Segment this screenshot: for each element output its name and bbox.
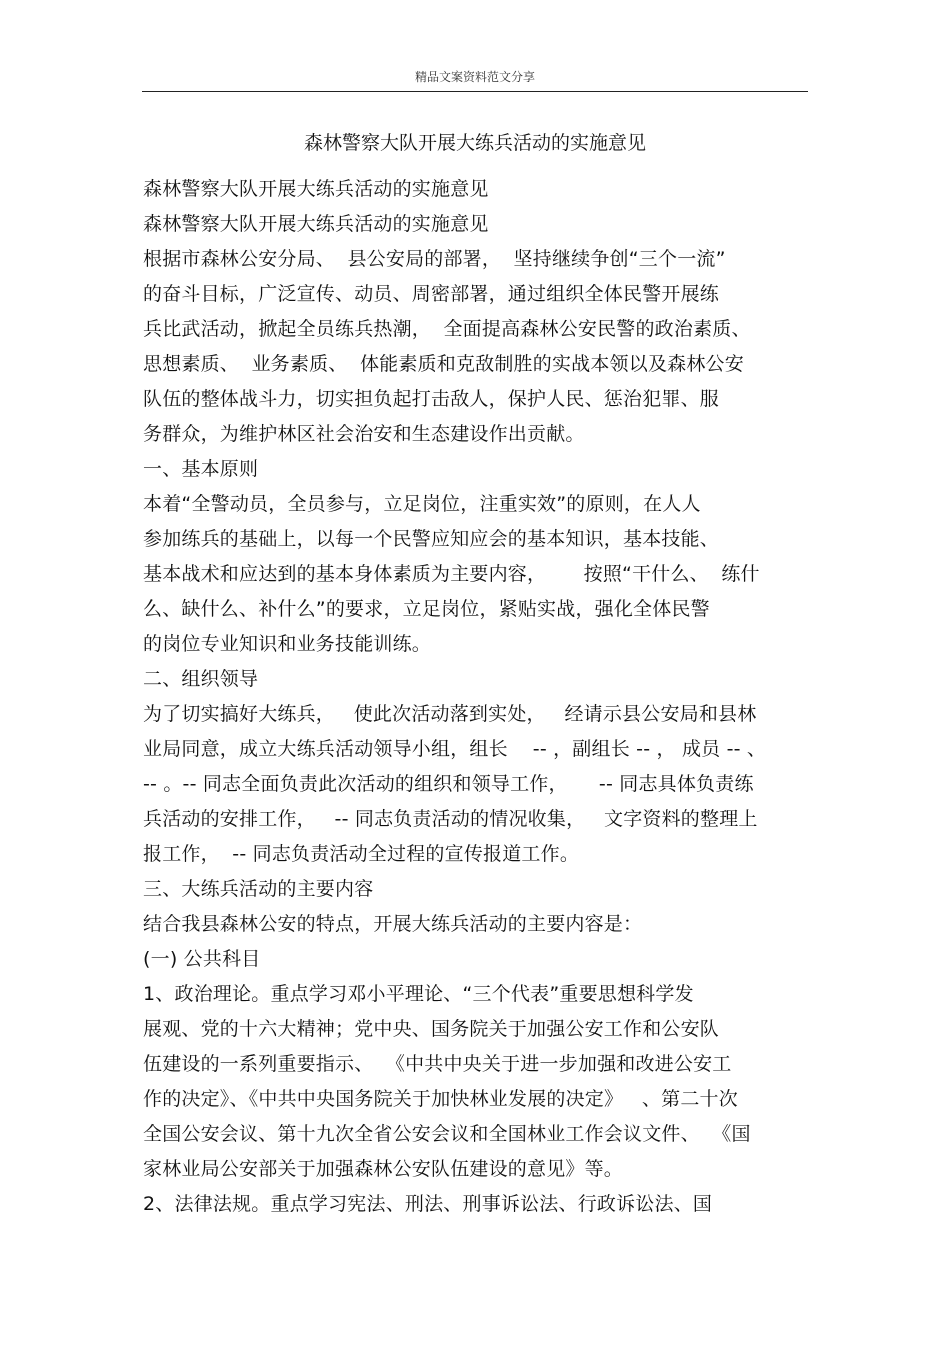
text-line: 伍建设的一系列重要指示、 《中共中央关于进一步加强和改进公安工 <box>143 1053 732 1075</box>
page-header: 精品文案资料范文分享 <box>414 70 535 84</box>
section-heading: 三、大练兵活动的主要内容 <box>143 878 374 900</box>
text-line: 思想素质、 业务素质、 体能素质和克敌制胜的实战本领以及森林公安 <box>143 353 744 375</box>
text-line: 的岗位专业知识和业务技能训练。 <box>143 633 432 655</box>
header-divider <box>142 91 808 92</box>
subsection-heading: (一) 公共科目 <box>143 948 261 970</box>
text-line: 参加练兵的基础上，以每一个民警应知应会的基本知识，基本技能、 <box>143 528 720 550</box>
text-line: 展观、党的十六大精神；党中央、国务院关于加强公安工作和公安队 <box>143 1018 720 1040</box>
text-line: 为了切实搞好大练兵， 使此次活动落到实处， 经请示县公安局和县林 <box>143 703 757 725</box>
document-body <box>143 172 813 1222</box>
text-line: 家林业局公安部关于加强森林公安队伍建设的意见》等。 <box>143 1158 624 1180</box>
text-line: 2、法律法规。重点学习宪法、刑法、刑事诉讼法、行政诉讼法、国 <box>143 1193 713 1215</box>
text-line: 兵活动的安排工作， -- 同志负责活动的情况收集， 文字资料的整理上 <box>143 808 758 830</box>
section-heading: 一、基本原则 <box>143 458 259 480</box>
text-line: 队伍的整体战斗力，切实担负起打击敌人，保护人民、惩治犯罪、服 <box>143 388 720 410</box>
text-line: 森林警察大队开展大练兵活动的实施意见 <box>143 178 489 200</box>
section-heading: 二、组织领导 <box>143 668 259 690</box>
text-line: -- 。-- 同志全面负责此次活动的组织和领导工作， -- 同志具体负责练 <box>143 773 754 795</box>
text-line: 兵比武活动，掀起全员练兵热潮， 全面提高森林公安民警的政治素质、 <box>143 318 751 340</box>
document-title: 森林警察大队开展大练兵活动的实施意见 <box>303 132 646 154</box>
text-line: 务群众，为维护林区社会治安和生态建设作出贡献。 <box>143 423 585 445</box>
text-line: 基本战术和应达到的基本身体素质为主要内容， 按照“干什么、 练什 <box>143 563 760 585</box>
text-line: 报工作， -- 同志负责活动全过程的宣传报道工作。 <box>143 843 580 865</box>
text-line: 全国公安会议、第十九次全省公安会议和全国林业工作会议文件、 《国 <box>143 1123 751 1145</box>
text-line: 森林警察大队开展大练兵活动的实施意见 <box>143 213 489 235</box>
text-line: 的奋斗目标，广泛宣传、动员、周密部署，通过组织全体民警开展练 <box>143 283 720 305</box>
text-line: 本着“全警动员，全员参与，立足岗位，注重实效”的原则，在人人 <box>143 493 701 515</box>
text-line: 业局同意，成立大练兵活动领导小组，组长 -- ，副组长 -- ， 成员 -- 、 <box>143 738 767 760</box>
text-line: 么、缺什么、补什么”的要求，立足岗位，紧贴实战，强化全体民警 <box>143 598 710 620</box>
text-line: 结合我县森林公安的特点，开展大练兵活动的主要内容是： <box>143 913 643 935</box>
text-line: 1、政治理论。重点学习邓小平理论、“三个代表”重要思想科学发 <box>143 983 694 1005</box>
text-line: 作的决定》、《中共中央国务院关于加快林业发展的决定》 、第二十次 <box>143 1088 738 1110</box>
text-line: 根据市森林公安分局、 县公安局的部署， 坚持继续争创“三个一流” <box>143 248 726 270</box>
